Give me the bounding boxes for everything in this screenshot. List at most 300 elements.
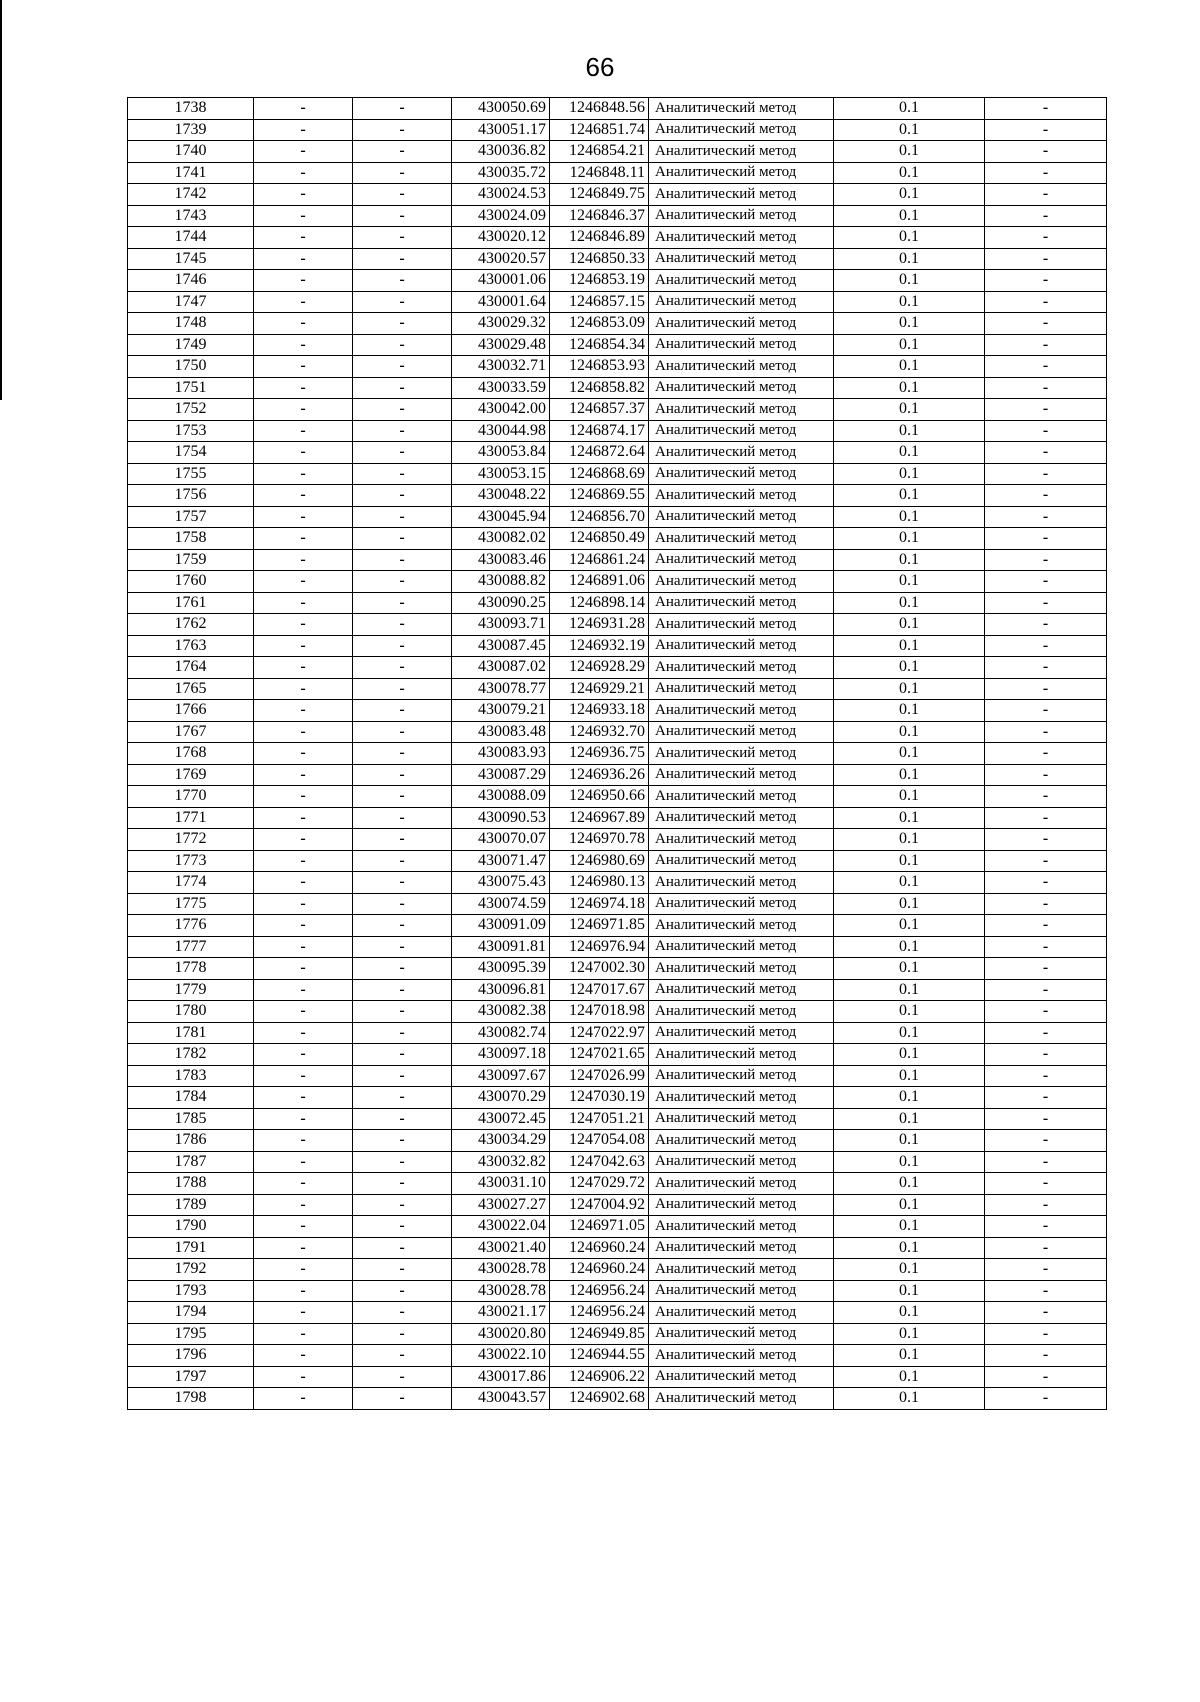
y-coordinate-cell: 1247017.67 (550, 979, 649, 1001)
y-coordinate-cell: 1246902.68 (550, 1388, 649, 1410)
method-cell: Аналитический метод (649, 1173, 834, 1195)
accuracy-cell: 0.1 (834, 700, 985, 722)
method-cell: Аналитический метод (649, 1151, 834, 1173)
empty-cell: - (254, 592, 353, 614)
empty-cell: - (254, 1259, 353, 1281)
method-cell: Аналитический метод (649, 463, 834, 485)
empty-cell: - (353, 420, 452, 442)
empty-cell: - (254, 1280, 353, 1302)
point-number-cell: 1767 (128, 721, 254, 743)
accuracy-cell: 0.1 (834, 399, 985, 421)
y-coordinate-cell: 1246874.17 (550, 420, 649, 442)
empty-cell: - (254, 356, 353, 378)
point-number-cell: 1798 (128, 1388, 254, 1410)
y-coordinate-cell: 1246861.24 (550, 549, 649, 571)
empty-cell: - (254, 1345, 353, 1367)
empty-cell: - (353, 635, 452, 657)
empty-cell: - (985, 1323, 1107, 1345)
point-number-cell: 1771 (128, 807, 254, 829)
x-coordinate-cell: 430091.09 (452, 915, 550, 937)
method-cell: Аналитический метод (649, 635, 834, 657)
x-coordinate-cell: 430050.69 (452, 98, 550, 120)
method-cell: Аналитический метод (649, 1022, 834, 1044)
empty-cell: - (985, 334, 1107, 356)
empty-cell: - (985, 1345, 1107, 1367)
y-coordinate-cell: 1246849.75 (550, 184, 649, 206)
empty-cell: - (353, 1302, 452, 1324)
point-number-cell: 1742 (128, 184, 254, 206)
y-coordinate-cell: 1247002.30 (550, 958, 649, 980)
table-row (128, 1366, 1107, 1388)
accuracy-cell: 0.1 (834, 743, 985, 765)
accuracy-cell: 0.1 (834, 872, 985, 894)
table-row (128, 1151, 1107, 1173)
table-row (128, 98, 1107, 120)
empty-cell: - (985, 635, 1107, 657)
accuracy-cell: 0.1 (834, 614, 985, 636)
empty-cell: - (254, 420, 353, 442)
point-number-cell: 1795 (128, 1323, 254, 1345)
empty-cell: - (353, 184, 452, 206)
x-coordinate-cell: 430088.82 (452, 571, 550, 593)
x-coordinate-cell: 430070.29 (452, 1087, 550, 1109)
x-coordinate-cell: 430001.06 (452, 270, 550, 292)
point-number-cell: 1746 (128, 270, 254, 292)
empty-cell: - (985, 205, 1107, 227)
method-cell: Аналитический метод (649, 1087, 834, 1109)
point-number-cell: 1738 (128, 98, 254, 120)
empty-cell: - (254, 1022, 353, 1044)
y-coordinate-cell: 1246857.15 (550, 291, 649, 313)
empty-cell: - (353, 141, 452, 163)
method-cell: Аналитический метод (649, 936, 834, 958)
method-cell: Аналитический метод (649, 678, 834, 700)
y-coordinate-cell: 1246928.29 (550, 657, 649, 679)
accuracy-cell: 0.1 (834, 1302, 985, 1324)
empty-cell: - (353, 528, 452, 550)
table-row (128, 1194, 1107, 1216)
x-coordinate-cell: 430024.53 (452, 184, 550, 206)
empty-cell: - (353, 743, 452, 765)
empty-cell: - (985, 485, 1107, 507)
point-number-cell: 1790 (128, 1216, 254, 1238)
empty-cell: - (254, 313, 353, 335)
empty-cell: - (353, 1108, 452, 1130)
method-cell: Аналитический метод (649, 506, 834, 528)
accuracy-cell: 0.1 (834, 807, 985, 829)
method-cell: Аналитический метод (649, 1280, 834, 1302)
x-coordinate-cell: 430029.32 (452, 313, 550, 335)
accuracy-cell: 0.1 (834, 98, 985, 120)
method-cell: Аналитический метод (649, 592, 834, 614)
x-coordinate-cell: 430021.40 (452, 1237, 550, 1259)
accuracy-cell: 0.1 (834, 1001, 985, 1023)
table-row (128, 872, 1107, 894)
empty-cell: - (353, 313, 452, 335)
method-cell: Аналитический метод (649, 979, 834, 1001)
method-cell: Аналитический метод (649, 377, 834, 399)
empty-cell: - (254, 205, 353, 227)
accuracy-cell: 0.1 (834, 270, 985, 292)
x-coordinate-cell: 430095.39 (452, 958, 550, 980)
empty-cell: - (985, 571, 1107, 593)
empty-cell: - (254, 1065, 353, 1087)
table-row (128, 1323, 1107, 1345)
empty-cell: - (353, 936, 452, 958)
accuracy-cell: 0.1 (834, 291, 985, 313)
empty-cell: - (985, 1259, 1107, 1281)
empty-cell: - (353, 614, 452, 636)
empty-cell: - (985, 291, 1107, 313)
point-number-cell: 1776 (128, 915, 254, 937)
empty-cell: - (254, 528, 353, 550)
table-row (128, 442, 1107, 464)
accuracy-cell: 0.1 (834, 1216, 985, 1238)
x-coordinate-cell: 430082.38 (452, 1001, 550, 1023)
empty-cell: - (985, 162, 1107, 184)
accuracy-cell: 0.1 (834, 721, 985, 743)
accuracy-cell: 0.1 (834, 915, 985, 937)
table-row (128, 377, 1107, 399)
empty-cell: - (254, 1302, 353, 1324)
point-number-cell: 1755 (128, 463, 254, 485)
method-cell: Аналитический метод (649, 399, 834, 421)
empty-cell: - (254, 291, 353, 313)
table-row (128, 829, 1107, 851)
empty-cell: - (254, 485, 353, 507)
method-cell: Аналитический метод (649, 893, 834, 915)
point-number-cell: 1748 (128, 313, 254, 335)
point-number-cell: 1772 (128, 829, 254, 851)
empty-cell: - (985, 872, 1107, 894)
point-number-cell: 1793 (128, 1280, 254, 1302)
method-cell: Аналитический метод (649, 1130, 834, 1152)
empty-cell: - (353, 485, 452, 507)
x-coordinate-cell: 430083.46 (452, 549, 550, 571)
method-cell: Аналитический метод (649, 850, 834, 872)
empty-cell: - (254, 1151, 353, 1173)
empty-cell: - (254, 1108, 353, 1130)
empty-cell: - (254, 721, 353, 743)
table-row (128, 463, 1107, 485)
point-number-cell: 1791 (128, 1237, 254, 1259)
table-row (128, 506, 1107, 528)
method-cell: Аналитический метод (649, 614, 834, 636)
y-coordinate-cell: 1246929.21 (550, 678, 649, 700)
empty-cell: - (254, 506, 353, 528)
accuracy-cell: 0.1 (834, 356, 985, 378)
point-number-cell: 1750 (128, 356, 254, 378)
empty-cell: - (353, 1345, 452, 1367)
empty-cell: - (985, 786, 1107, 808)
accuracy-cell: 0.1 (834, 549, 985, 571)
accuracy-cell: 0.1 (834, 1173, 985, 1195)
empty-cell: - (353, 291, 452, 313)
empty-cell: - (353, 657, 452, 679)
method-cell: Аналитический метод (649, 248, 834, 270)
point-number-cell: 1797 (128, 1366, 254, 1388)
y-coordinate-cell: 1246980.69 (550, 850, 649, 872)
empty-cell: - (254, 1388, 353, 1410)
empty-cell: - (985, 313, 1107, 335)
method-cell: Аналитический метод (649, 764, 834, 786)
empty-cell: - (353, 1323, 452, 1345)
accuracy-cell: 0.1 (834, 1044, 985, 1066)
empty-cell: - (985, 979, 1107, 1001)
table-row (128, 786, 1107, 808)
accuracy-cell: 0.1 (834, 1280, 985, 1302)
empty-cell: - (254, 764, 353, 786)
y-coordinate-cell: 1247042.63 (550, 1151, 649, 1173)
accuracy-cell: 0.1 (834, 528, 985, 550)
empty-cell: - (985, 743, 1107, 765)
empty-cell: - (985, 678, 1107, 700)
empty-cell: - (353, 1388, 452, 1410)
y-coordinate-cell: 1247004.92 (550, 1194, 649, 1216)
method-cell: Аналитический метод (649, 420, 834, 442)
y-coordinate-cell: 1246850.33 (550, 248, 649, 270)
empty-cell: - (985, 377, 1107, 399)
y-coordinate-cell: 1247022.97 (550, 1022, 649, 1044)
empty-cell: - (254, 377, 353, 399)
y-coordinate-cell: 1246906.22 (550, 1366, 649, 1388)
point-number-cell: 1747 (128, 291, 254, 313)
table-row (128, 592, 1107, 614)
table-row (128, 1130, 1107, 1152)
empty-cell: - (353, 571, 452, 593)
y-coordinate-cell: 1246936.75 (550, 743, 649, 765)
x-coordinate-cell: 430051.17 (452, 119, 550, 141)
empty-cell: - (254, 1216, 353, 1238)
empty-cell: - (353, 1087, 452, 1109)
x-coordinate-cell: 430028.78 (452, 1280, 550, 1302)
empty-cell: - (985, 463, 1107, 485)
empty-cell: - (353, 700, 452, 722)
point-number-cell: 1741 (128, 162, 254, 184)
empty-cell: - (353, 893, 452, 915)
accuracy-cell: 0.1 (834, 786, 985, 808)
empty-cell: - (985, 1001, 1107, 1023)
accuracy-cell: 0.1 (834, 1130, 985, 1152)
accuracy-cell: 0.1 (834, 979, 985, 1001)
point-number-cell: 1761 (128, 592, 254, 614)
method-cell: Аналитический метод (649, 872, 834, 894)
point-number-cell: 1770 (128, 786, 254, 808)
method-cell: Аналитический метод (649, 1323, 834, 1345)
accuracy-cell: 0.1 (834, 764, 985, 786)
coordinates-table (127, 97, 1107, 1410)
y-coordinate-cell: 1246848.56 (550, 98, 649, 120)
accuracy-cell: 0.1 (834, 678, 985, 700)
accuracy-cell: 0.1 (834, 1087, 985, 1109)
empty-cell: - (353, 162, 452, 184)
empty-cell: - (353, 807, 452, 829)
x-coordinate-cell: 430035.72 (452, 162, 550, 184)
empty-cell: - (353, 1280, 452, 1302)
y-coordinate-cell: 1247029.72 (550, 1173, 649, 1195)
empty-cell: - (353, 1151, 452, 1173)
table-row (128, 270, 1107, 292)
point-number-cell: 1743 (128, 205, 254, 227)
accuracy-cell: 0.1 (834, 420, 985, 442)
table-row (128, 958, 1107, 980)
point-number-cell: 1745 (128, 248, 254, 270)
table-row (128, 1044, 1107, 1066)
empty-cell: - (353, 1044, 452, 1066)
y-coordinate-cell: 1246949.85 (550, 1323, 649, 1345)
method-cell: Аналитический метод (649, 1065, 834, 1087)
y-coordinate-cell: 1246960.24 (550, 1259, 649, 1281)
x-coordinate-cell: 430082.02 (452, 528, 550, 550)
x-coordinate-cell: 430020.80 (452, 1323, 550, 1345)
accuracy-cell: 0.1 (834, 1022, 985, 1044)
x-coordinate-cell: 430048.22 (452, 485, 550, 507)
empty-cell: - (254, 1366, 353, 1388)
accuracy-cell: 0.1 (834, 850, 985, 872)
y-coordinate-cell: 1246936.26 (550, 764, 649, 786)
table-row (128, 1087, 1107, 1109)
point-number-cell: 1751 (128, 377, 254, 399)
point-number-cell: 1763 (128, 635, 254, 657)
empty-cell: - (353, 442, 452, 464)
point-number-cell: 1739 (128, 119, 254, 141)
empty-cell: - (985, 614, 1107, 636)
empty-cell: - (254, 463, 353, 485)
accuracy-cell: 0.1 (834, 248, 985, 270)
method-cell: Аналитический метод (649, 1044, 834, 1066)
method-cell: Аналитический метод (649, 1302, 834, 1324)
y-coordinate-cell: 1246858.82 (550, 377, 649, 399)
table-row (128, 549, 1107, 571)
empty-cell: - (254, 141, 353, 163)
accuracy-cell: 0.1 (834, 227, 985, 249)
x-coordinate-cell: 430090.53 (452, 807, 550, 829)
empty-cell: - (254, 936, 353, 958)
empty-cell: - (353, 915, 452, 937)
empty-cell: - (254, 98, 353, 120)
point-number-cell: 1781 (128, 1022, 254, 1044)
table-row (128, 356, 1107, 378)
empty-cell: - (254, 549, 353, 571)
empty-cell: - (254, 657, 353, 679)
empty-cell: - (985, 1216, 1107, 1238)
empty-cell: - (985, 850, 1107, 872)
empty-cell: - (254, 915, 353, 937)
point-number-cell: 1765 (128, 678, 254, 700)
table-row (128, 420, 1107, 442)
table-row (128, 936, 1107, 958)
y-coordinate-cell: 1246854.34 (550, 334, 649, 356)
x-coordinate-cell: 430036.82 (452, 141, 550, 163)
table-row (128, 721, 1107, 743)
table-row (128, 764, 1107, 786)
empty-cell: - (985, 807, 1107, 829)
empty-cell: - (985, 1087, 1107, 1109)
empty-cell: - (254, 850, 353, 872)
point-number-cell: 1758 (128, 528, 254, 550)
empty-cell: - (353, 1022, 452, 1044)
y-coordinate-cell: 1246932.19 (550, 635, 649, 657)
empty-cell: - (985, 1065, 1107, 1087)
table-row (128, 1022, 1107, 1044)
point-number-cell: 1783 (128, 1065, 254, 1087)
empty-cell: - (254, 119, 353, 141)
y-coordinate-cell: 1246868.69 (550, 463, 649, 485)
table-row (128, 119, 1107, 141)
accuracy-cell: 0.1 (834, 1366, 985, 1388)
empty-cell: - (353, 1173, 452, 1195)
empty-cell: - (254, 635, 353, 657)
empty-cell: - (985, 1366, 1107, 1388)
method-cell: Аналитический метод (649, 205, 834, 227)
x-coordinate-cell: 430024.09 (452, 205, 550, 227)
x-coordinate-cell: 430074.59 (452, 893, 550, 915)
point-number-cell: 1768 (128, 743, 254, 765)
empty-cell: - (985, 915, 1107, 937)
x-coordinate-cell: 430091.81 (452, 936, 550, 958)
table-row (128, 248, 1107, 270)
method-cell: Аналитический метод (649, 829, 834, 851)
empty-cell: - (353, 678, 452, 700)
empty-cell: - (353, 958, 452, 980)
accuracy-cell: 0.1 (834, 1259, 985, 1281)
accuracy-cell: 0.1 (834, 571, 985, 593)
empty-cell: - (985, 227, 1107, 249)
page-number: 66 (585, 52, 615, 82)
table-row (128, 399, 1107, 421)
accuracy-cell: 0.1 (834, 1065, 985, 1087)
point-number-cell: 1792 (128, 1259, 254, 1281)
x-coordinate-cell: 430053.15 (452, 463, 550, 485)
y-coordinate-cell: 1246974.18 (550, 893, 649, 915)
table-row (128, 1280, 1107, 1302)
empty-cell: - (985, 1173, 1107, 1195)
empty-cell: - (985, 721, 1107, 743)
x-coordinate-cell: 430082.74 (452, 1022, 550, 1044)
empty-cell: - (353, 377, 452, 399)
x-coordinate-cell: 430033.59 (452, 377, 550, 399)
y-coordinate-cell: 1246944.55 (550, 1345, 649, 1367)
empty-cell: - (353, 356, 452, 378)
x-coordinate-cell: 430020.12 (452, 227, 550, 249)
empty-cell: - (985, 1302, 1107, 1324)
y-coordinate-cell: 1246872.64 (550, 442, 649, 464)
table-row (128, 614, 1107, 636)
method-cell: Аналитический метод (649, 700, 834, 722)
point-number-cell: 1760 (128, 571, 254, 593)
table-row (128, 700, 1107, 722)
empty-cell: - (254, 893, 353, 915)
x-coordinate-cell: 430090.25 (452, 592, 550, 614)
empty-cell: - (254, 1130, 353, 1152)
x-coordinate-cell: 430042.00 (452, 399, 550, 421)
method-cell: Аналитический метод (649, 807, 834, 829)
y-coordinate-cell: 1246956.24 (550, 1280, 649, 1302)
y-coordinate-cell: 1247021.65 (550, 1044, 649, 1066)
accuracy-cell: 0.1 (834, 463, 985, 485)
method-cell: Аналитический метод (649, 743, 834, 765)
method-cell: Аналитический метод (649, 162, 834, 184)
y-coordinate-cell: 1246848.11 (550, 162, 649, 184)
x-coordinate-cell: 430032.71 (452, 356, 550, 378)
accuracy-cell: 0.1 (834, 506, 985, 528)
accuracy-cell: 0.1 (834, 657, 985, 679)
table-row (128, 657, 1107, 679)
empty-cell: - (254, 678, 353, 700)
empty-cell: - (985, 958, 1107, 980)
x-coordinate-cell: 430072.45 (452, 1108, 550, 1130)
y-coordinate-cell: 1246967.89 (550, 807, 649, 829)
